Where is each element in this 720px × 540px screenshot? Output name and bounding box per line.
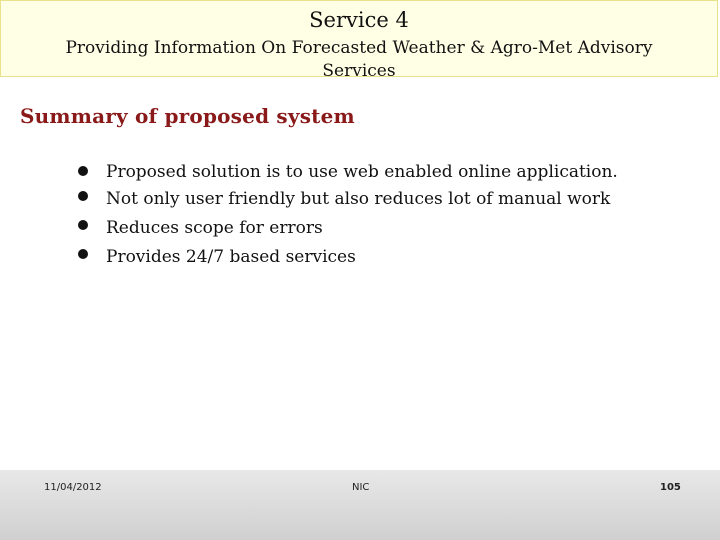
bullet-dot-icon [78, 249, 88, 259]
section-heading: Summary of proposed system [20, 104, 355, 128]
bullet-text: Proposed solution is to use web enabled online application. [106, 162, 618, 182]
page-number: 105 [660, 482, 681, 493]
bullet-list [78, 160, 678, 272]
list-item [78, 185, 678, 214]
bullet-text: Reduces scope for errors [106, 218, 323, 238]
bullet-dot-icon [78, 166, 88, 176]
bullet-text: Provides 24/7 based services [106, 247, 356, 267]
slide-header [0, 0, 718, 81]
list-item [78, 160, 678, 185]
bullet-text: Not only user friendly but also reduces lot of manual work [106, 189, 611, 209]
footer-date: 11/04/2012 [44, 482, 102, 493]
bullet-dot-icon [78, 191, 88, 201]
footer-org: NIC [352, 482, 370, 493]
list-item [78, 243, 678, 272]
slide-footer [0, 470, 720, 540]
list-item [78, 214, 678, 243]
slide-subtitle: Providing Information On Forecasted Weather & Agro-Met Advisory Services [65, 38, 653, 81]
slide-title: Service 4 [309, 8, 409, 32]
bullet-dot-icon [78, 220, 88, 230]
